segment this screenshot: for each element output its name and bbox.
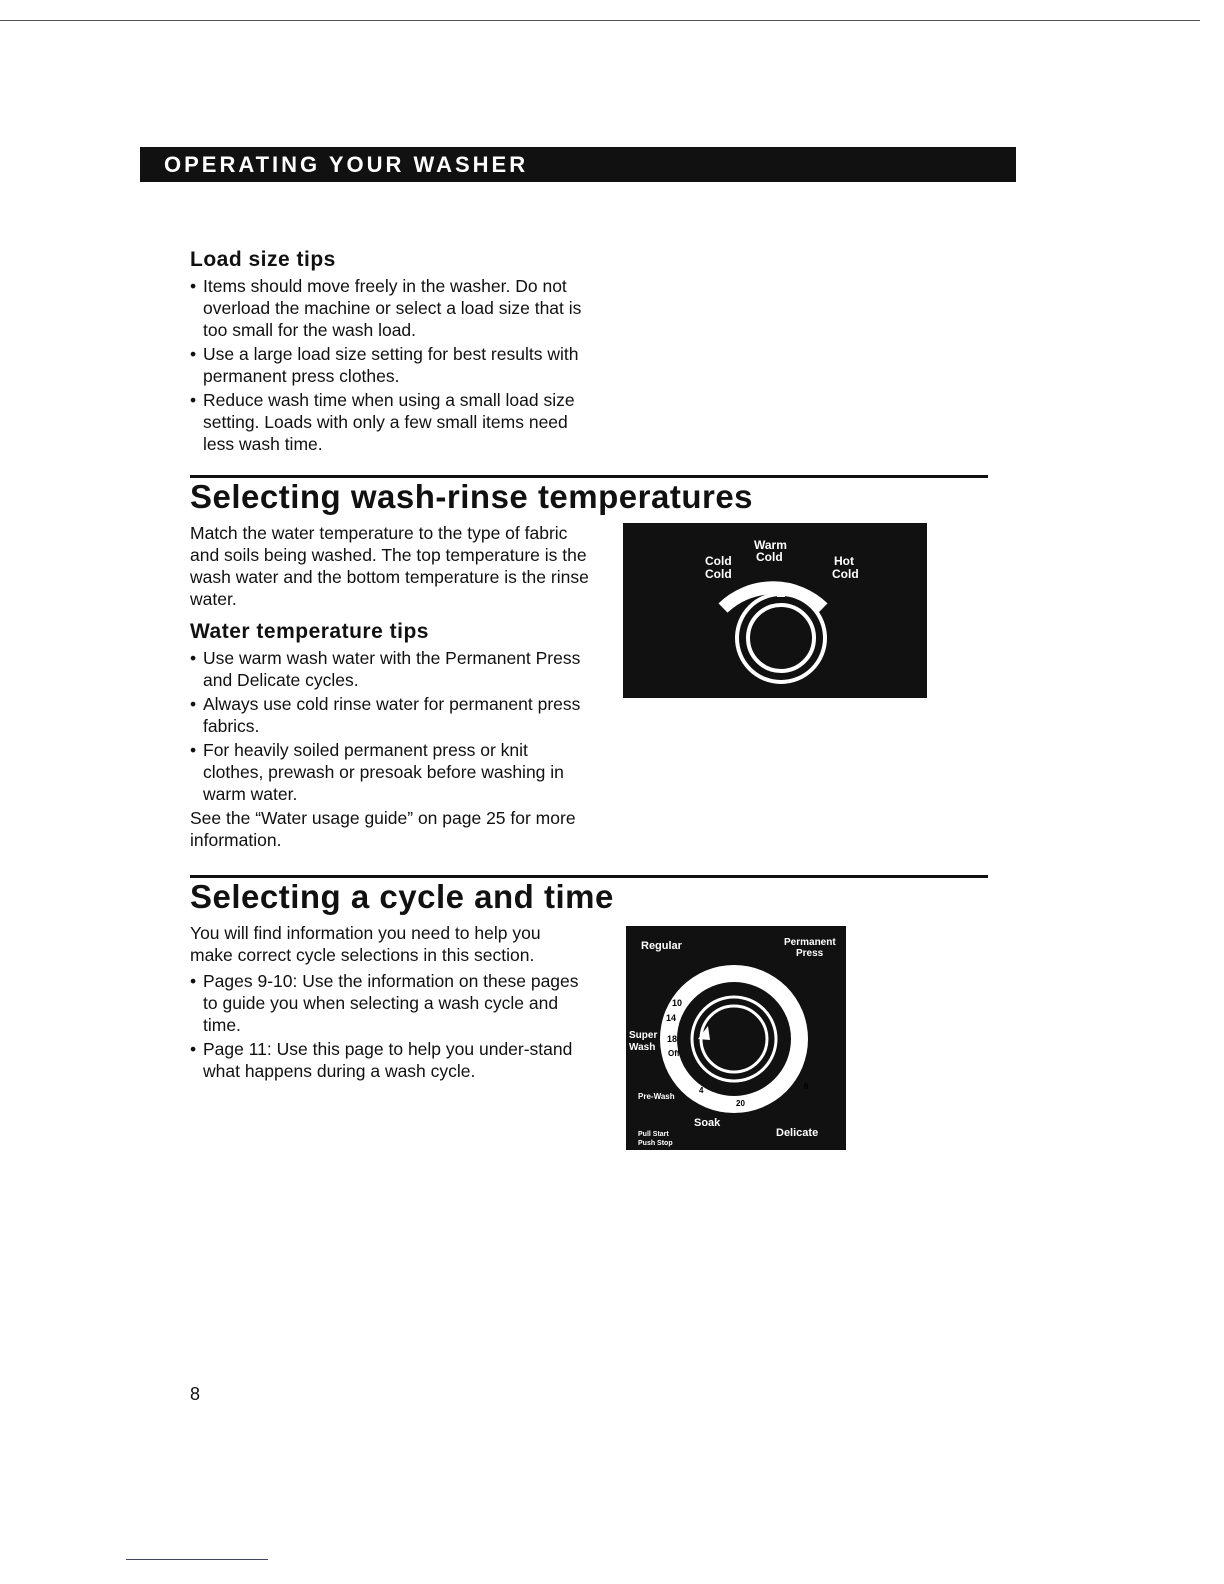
dial-label: Hot	[834, 554, 854, 568]
load-tips-heading: Load size tips	[190, 248, 336, 271]
dial-label: Press	[796, 948, 824, 959]
dial-label: Regular	[641, 940, 682, 952]
dial-number: 10	[672, 998, 683, 1008]
dial-number: 4	[699, 1086, 704, 1095]
list-item: • Always use cold rinse water for permanent press fabrics.	[190, 693, 590, 737]
list-item: • Reduce wash time when using a small load size setting. Loads with only a few small items need less wash time.	[190, 389, 590, 455]
dial-number: 20	[736, 1099, 745, 1108]
dial-number: 6	[804, 1082, 809, 1091]
dial-label: Cold	[756, 550, 783, 564]
temperatures-body	[190, 522, 590, 851]
temperatures-intro: Match the water temperature to the type of fabric and soils being washed. The top temperature is the wash water and the bottom temperature is the rinse water.	[190, 523, 589, 609]
list-item: • Pages 9-10: Use the information on these pages to guide you when selecting a wash cycle and time.	[190, 970, 580, 1036]
list-item: • Page 11: Use this page to help you under-stand what happens during a wash cycle.	[190, 1038, 580, 1082]
see-also-note: See the “Water usage guide” on page 25 for more information.	[190, 808, 576, 850]
list-item: • Use a large load size setting for best results with permanent press clothes.	[190, 343, 590, 387]
dial-label: Pre-Wash	[638, 1092, 675, 1101]
dial-label: Delicate	[776, 1127, 819, 1139]
load-tips-section	[190, 248, 590, 457]
dial-label: Permanent	[784, 937, 836, 948]
temperature-dial-illustration	[623, 523, 927, 698]
dial-label: Push Stop	[638, 1140, 673, 1147]
dial-label: Cold	[832, 567, 859, 581]
dial-label: Wash	[629, 1042, 656, 1053]
cycle-dial-illustration	[626, 926, 846, 1150]
water-tips-heading: Water temperature tips	[190, 620, 429, 643]
dial-label: Pull Start	[638, 1131, 669, 1138]
section-banner	[140, 147, 1016, 182]
dial-label: Cold	[705, 554, 732, 568]
banner-title: OPERATING YOUR WASHER	[164, 152, 529, 177]
cycle-heading: Selecting a cycle and time	[190, 878, 614, 915]
dial-label: Soak	[694, 1117, 721, 1129]
dial-number: 14	[666, 1013, 677, 1023]
dial-number: Off	[668, 1049, 680, 1058]
page-number: 8	[190, 1384, 201, 1404]
knob-inner	[748, 605, 814, 671]
dial-label: Warm	[754, 538, 787, 552]
list-item: • Items should move freely in the washer. Do not overload the machine or select a load size that is too small for the wash load.	[190, 275, 590, 341]
list-item: • For heavily soiled permanent press or knit clothes, prewash or presoak before washing in warm water.	[190, 739, 590, 805]
dial-number: 18	[667, 1034, 678, 1044]
dial-label: Cold	[705, 567, 732, 581]
knob-outer	[737, 594, 825, 682]
temperatures-heading: Selecting wash-rinse temperatures	[190, 478, 754, 515]
cycle-intro: You will find information you need to help you make correct cycle selections in this section.	[190, 923, 541, 965]
dial-label: Super	[629, 1030, 658, 1041]
footer-rule	[126, 1559, 268, 1560]
list-item: • Use warm wash water with the Permanent Press and Delicate cycles.	[190, 647, 590, 691]
top-rule	[0, 20, 1200, 21]
cycle-body	[190, 922, 580, 1084]
